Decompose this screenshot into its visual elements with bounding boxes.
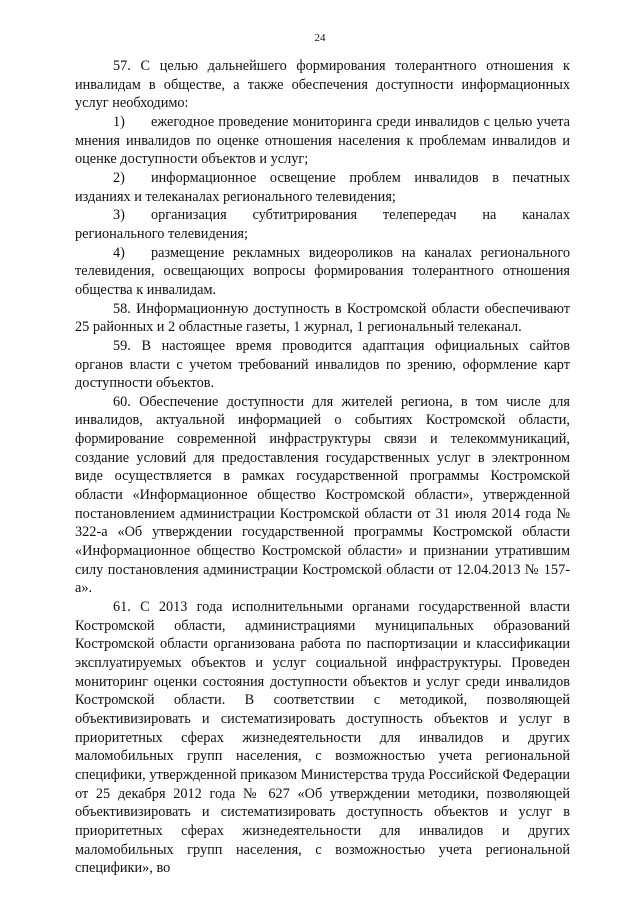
list-item-number: 2) xyxy=(113,169,125,186)
list-item xyxy=(75,113,570,169)
paragraph-58: 58. Информационную доступность в Костромской области обеспечивают 25 районных и 2 областные газеты, 1 журнал, 1 региональный телеканал. xyxy=(75,300,570,336)
paragraph-60: 60. Обеспечение доступности для жителей региона, в том числе для инвалидов, актуальной информацией о событиях Костромской области, формирование современной инфраструктуры связи и телекоммуникаций, создание условий для предоставления государственных услуг в электронном виде осуществляется в рамках государственной программы Костромской области «Информационное общество Костромской области», утвержденной постановлением администрации Костромской области от 31 июля 2014 года № 322-а «Об утверждении государственной программы Костромской области «Информационное общество Костромской области» и признании утратившим силу постановления администрации Костромской области от 12.04.2013 № 157-а». xyxy=(75,393,570,597)
list-item-text: информационное освещение проблем инвалидов в печатных изданиях и телеканалах регионального телевидения; xyxy=(75,169,570,205)
list-item xyxy=(75,244,570,300)
document-body xyxy=(75,57,570,878)
list-item-number: 3) xyxy=(113,207,125,224)
list-item-text: ежегодное проведение мониторинга среди инвалидов с целью учета мнения инвалидов по оценке отношения населения к проблемам инвалидов и оценке доступности объектов и услуг; xyxy=(75,113,570,168)
list-item-text: размещение рекламных видеороликов на каналах регионального телевидения, освещающих вопросы формирования толерантного отношения общества к инвалидам. xyxy=(75,244,570,298)
paragraph-59: 59. В настоящее время проводится адаптация официальных сайтов органов власти с учетом требований инвалидов по зрению, оформление карт доступности объектов. xyxy=(75,337,570,392)
paragraph-61: 61. С 2013 года исполнительными органами государственной власти Костромской области, администрациями муниципальных образований Костромской области организована работа по паспортизации и классификации эксплуатируемых объектов и услуг социальной инфраструктуры. Проведен мониторинг оценки состояния доступности объектов и услуг среди инвалидов Костромской области. В соответствии с методикой, позволяющей объективизировать и систематизировать доступность объектов и услуг в приоритетных сферах жизнедеятельности для инвалидов и других маломобильных групп населения, с возможностью учета региональной специфики, утвержденной приказом Министерства труда Российской Федерации от 25 декабря 2012 года № 627 «Об утверждении методики, позволяющей объективизировать и систематизировать доступность объектов и услуг в приоритетных сферах жизнедеятельности для инвалидов и других маломобильных групп населения, с возможностью учета региональной специфики», во xyxy=(75,599,570,877)
list-item xyxy=(75,206,570,243)
page-number: 24 xyxy=(314,32,326,44)
list-item-number: 1) xyxy=(113,113,125,130)
list-item-number: 4) xyxy=(113,244,125,261)
list-item-text: организация субтитрирования телепередач на каналах регионального телевидения; xyxy=(75,207,570,242)
list-item xyxy=(75,169,570,206)
paragraph-57: 57. С целью дальнейшего формирования толерантного отношения к инвалидам в обществе, а также обеспечения доступности информационных услуг необходимо: xyxy=(75,58,570,112)
